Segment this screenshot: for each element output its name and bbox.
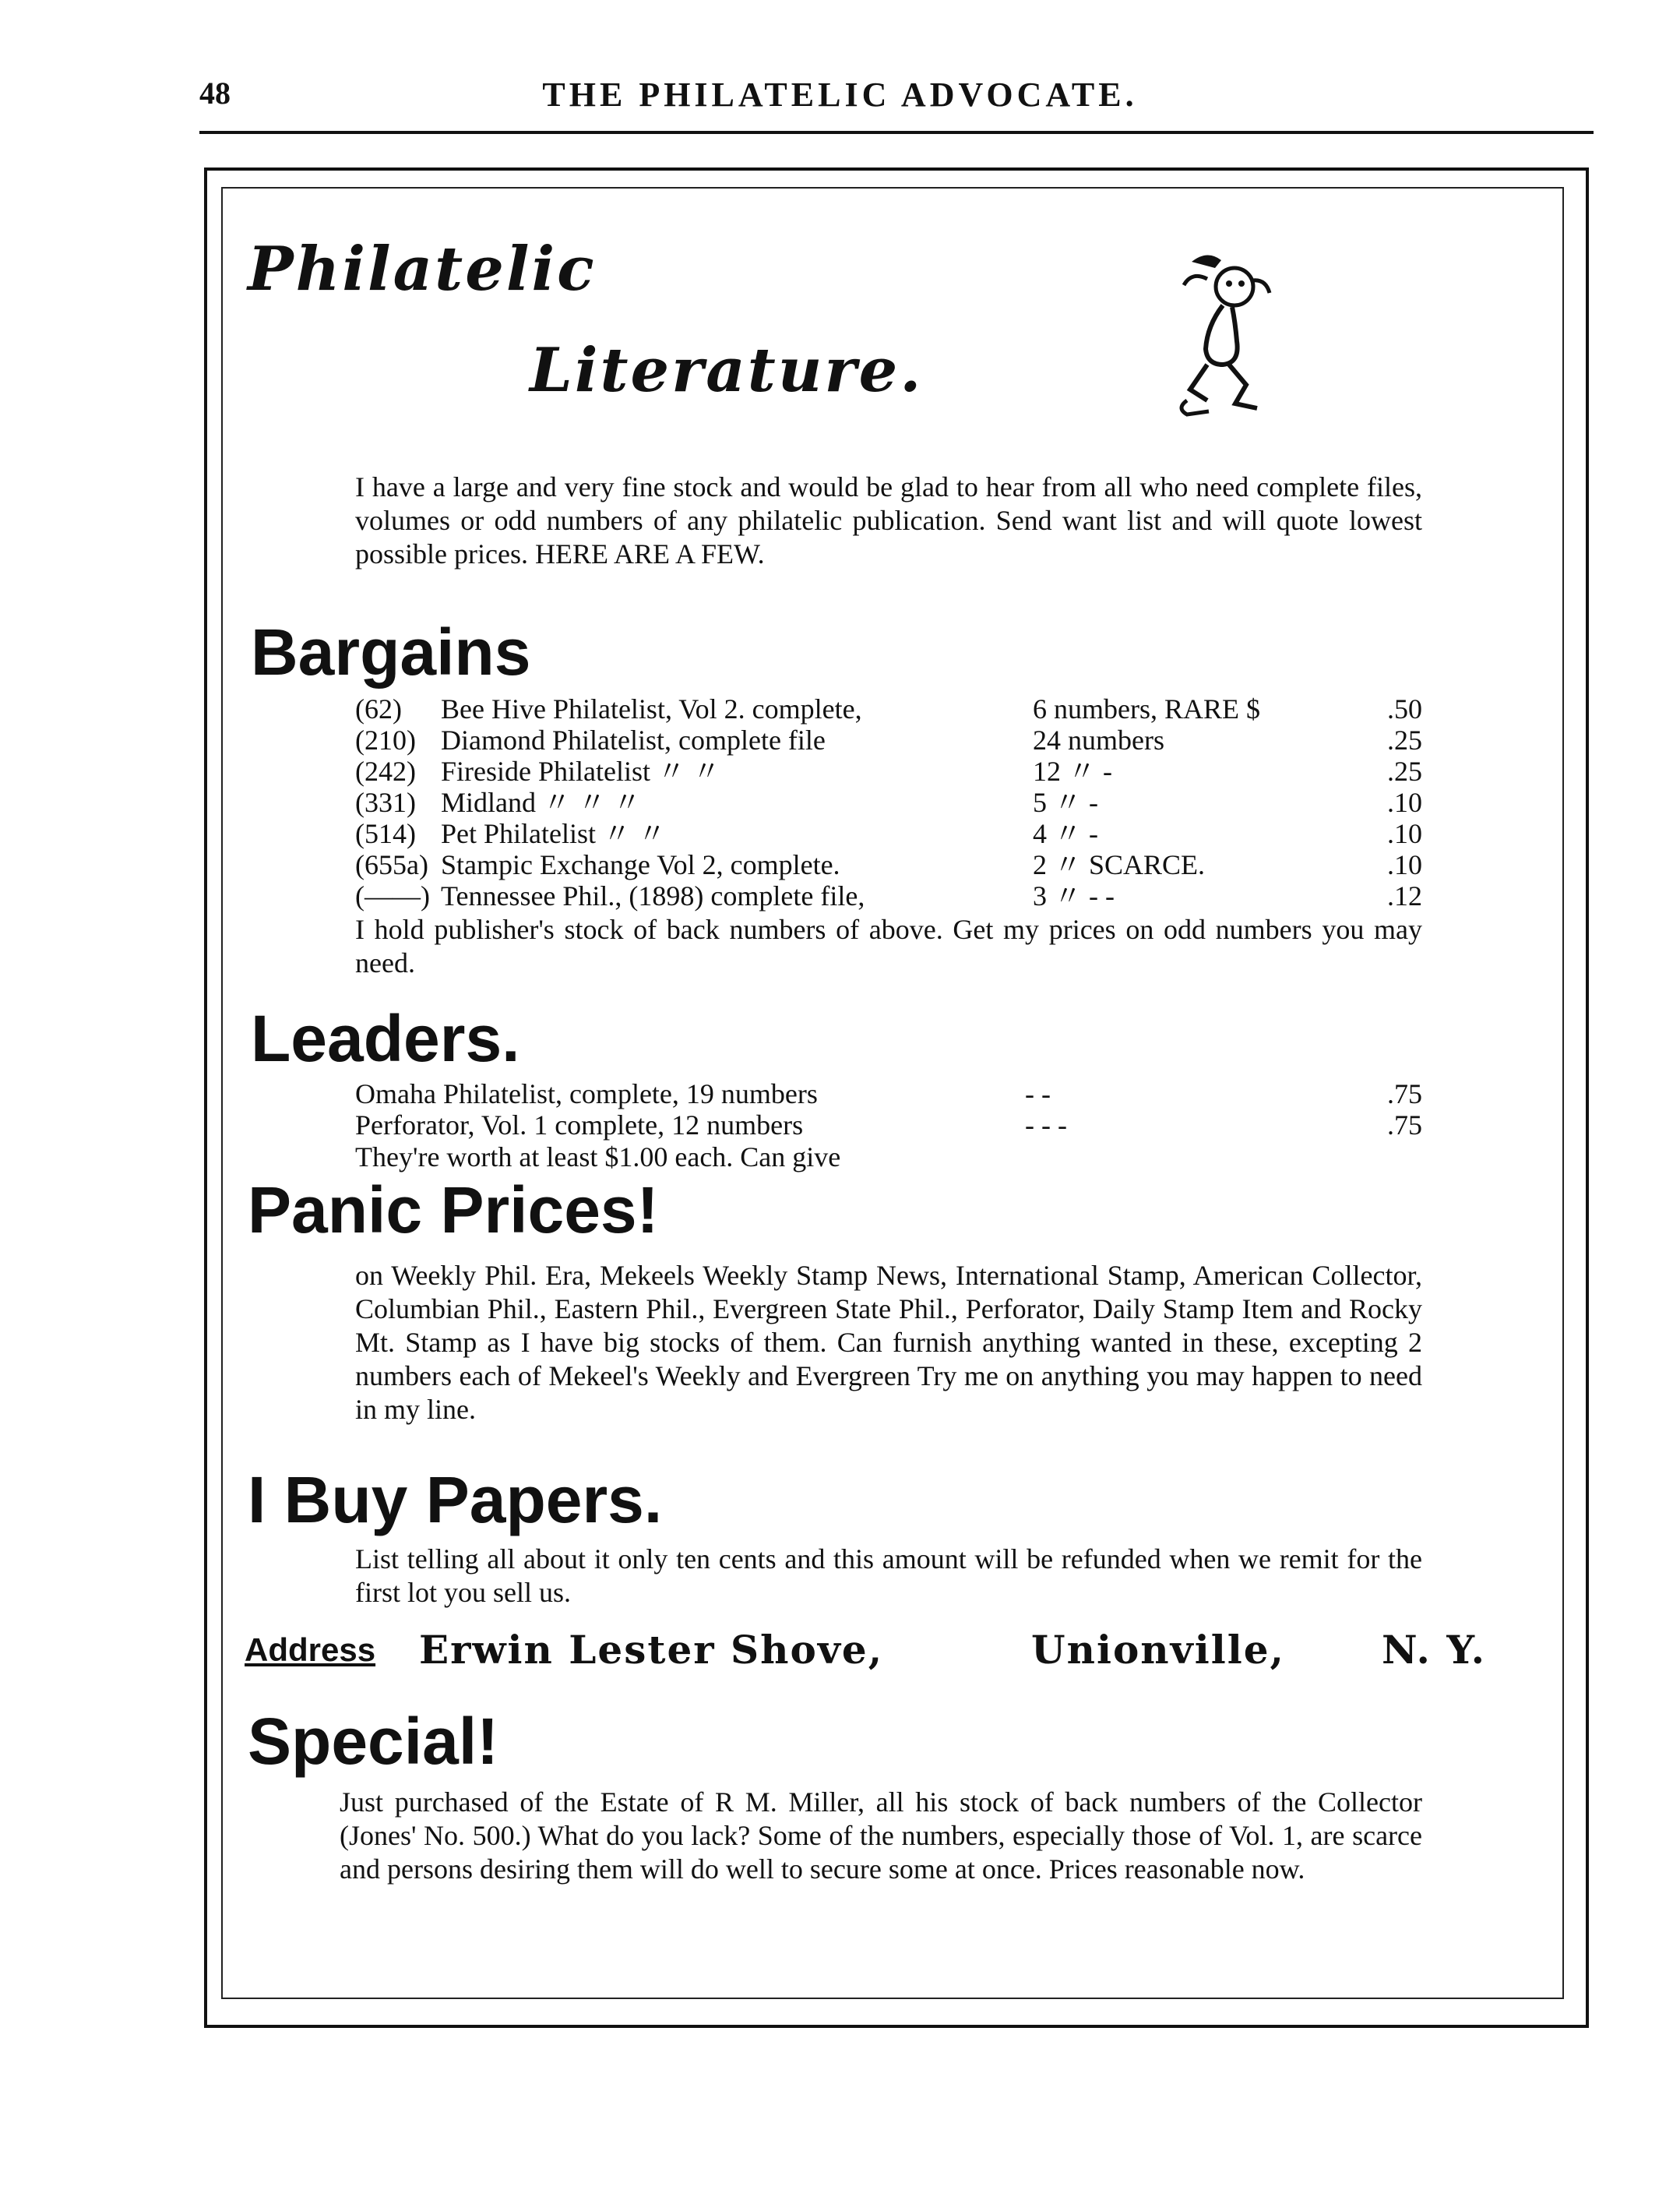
bargain-row-cell: 3 〃 - - <box>1033 880 1115 912</box>
heading-leaders: Leaders. <box>251 1002 520 1075</box>
buy-paragraph: List telling all about it only ten cents and this amount will be refunded when we remit for the first lot you sell us. <box>355 1543 1422 1608</box>
bargain-row-cell: 12 〃 - <box>1033 756 1112 787</box>
bargain-row <box>355 756 1422 787</box>
bargain-row-cell: .10 <box>1387 818 1422 849</box>
leader-row-cell: - - - <box>1025 1109 1067 1141</box>
heading-bargains: Bargains <box>251 615 531 689</box>
page-number: 48 <box>199 76 231 111</box>
bargain-row <box>355 725 1422 756</box>
bargain-row-cell: (——) <box>355 880 430 912</box>
bargain-row-cell: Tennessee Phil., (1898) complete file, <box>441 880 865 912</box>
leader-row-cell: .75 <box>1387 1109 1422 1141</box>
bargain-row <box>355 880 1422 912</box>
bargain-row-cell: 5 〃 - <box>1033 787 1098 818</box>
bargain-row <box>355 849 1422 880</box>
imp-illustration <box>1161 248 1277 427</box>
bargain-row-cell: Stampic Exchange Vol 2, complete. <box>441 849 840 880</box>
bargain-row-cell: (62) <box>355 693 402 725</box>
leaders-table <box>355 1078 1422 1141</box>
bargain-row-cell: .10 <box>1387 787 1422 818</box>
bargain-row-cell: .25 <box>1387 756 1422 787</box>
bargain-row-cell: Diamond Philatelist, complete file <box>441 725 826 756</box>
bargain-row-cell: .50 <box>1387 693 1422 725</box>
bargain-row-cell: (210) <box>355 725 416 756</box>
bargain-row-cell: (331) <box>355 787 416 818</box>
bargain-row-cell: 6 numbers, RARE $ <box>1033 693 1260 725</box>
bargain-row-cell: (242) <box>355 756 416 787</box>
heading-special: Special! <box>248 1705 499 1778</box>
bargain-row-cell: (514) <box>355 818 416 849</box>
ad-heading-philatelic: Philatelic <box>248 234 597 305</box>
intro-paragraph: I have a large and very fine stock and would be glad to hear from all who need complete files, volumes or odd numbers of any philatelic publication. Send want list and will quote lowest possible prices. HERE ARE A FEW. <box>355 471 1422 570</box>
leader-row-cell: - - <box>1025 1078 1051 1109</box>
special-paragraph: Just purchased of the Estate of R M. Miller, all his stock of back numbers of the Collector (Jones' No. 500.) What do you lack? Some of the numbers, especially those of Vol. 1, are scarce and persons desiring them will do well to secure some at once. Prices reasonable now. <box>340 1786 1422 1885</box>
bargain-row-cell: 24 numbers <box>1033 725 1164 756</box>
heading-i-buy-papers: I Buy Papers. <box>248 1463 663 1536</box>
bargain-row <box>355 818 1422 849</box>
bargains-note: I hold publisher's stock of back numbers of above. Get my prices on odd numbers you may need. <box>355 914 1422 979</box>
bargain-row <box>355 693 1422 725</box>
header-rule <box>199 131 1594 134</box>
bargain-row-cell: Bee Hive Philatelist, Vol 2. complete, <box>441 693 862 725</box>
address-line <box>245 1627 1537 1677</box>
leader-row <box>355 1109 1422 1141</box>
leader-row-cell: Omaha Philatelist, complete, 19 numbers <box>355 1078 818 1109</box>
running-head <box>0 75 1680 129</box>
leaders-note: They're worth at least $1.00 each. Can give <box>355 1141 841 1172</box>
bargain-row-cell: .10 <box>1387 849 1422 880</box>
advertiser-state: N. Y. <box>1382 1627 1486 1673</box>
bargain-row-cell: Pet Philatelist 〃 〃 <box>441 818 667 849</box>
bargain-row-cell: 4 〃 - <box>1033 818 1098 849</box>
bargain-row-cell: 2 〃 SCARCE. <box>1033 849 1206 880</box>
bargain-row-cell: .12 <box>1387 880 1422 912</box>
advertiser-name: Erwin Lester Shove, <box>419 1627 884 1673</box>
bargain-row <box>355 787 1422 818</box>
leaders-list <box>355 1078 1422 1174</box>
advertiser-town: Unionville, <box>1031 1627 1285 1673</box>
bargain-row-cell: Fireside Philatelist 〃 〃 <box>441 756 720 787</box>
ad-heading-literature: Literature. <box>530 335 924 406</box>
bargains-list <box>355 693 1422 980</box>
heading-panic-prices: Panic Prices! <box>248 1173 659 1247</box>
bargain-row-cell: (655a) <box>355 849 428 880</box>
leader-row-cell: .75 <box>1387 1078 1422 1109</box>
journal-title: THE PHILATELIC ADVOCATE. <box>542 76 1138 114</box>
bargain-row-cell: .25 <box>1387 725 1422 756</box>
leader-row-cell: Perforator, Vol. 1 complete, 12 numbers <box>355 1109 804 1141</box>
bargain-row-cell: Midland 〃 〃 〃 <box>441 787 641 818</box>
leader-row <box>355 1078 1422 1109</box>
address-label: Address <box>245 1631 376 1668</box>
panic-paragraph: on Weekly Phil. Era, Mekeels Weekly Stamp News, International Stamp, American Collector, Columbian Phil., Eastern Phil., Evergreen State Phil., Perforator, Daily Stamp Item and Rocky Mt. Stamp as I have big stocks of them. Can furnish anything wanted in these, excepting 2 numbers each of Mekeel's Weekly and Evergreen Try me on anything you may happen to need in my line. <box>355 1260 1422 1425</box>
bargains-table <box>355 693 1422 912</box>
